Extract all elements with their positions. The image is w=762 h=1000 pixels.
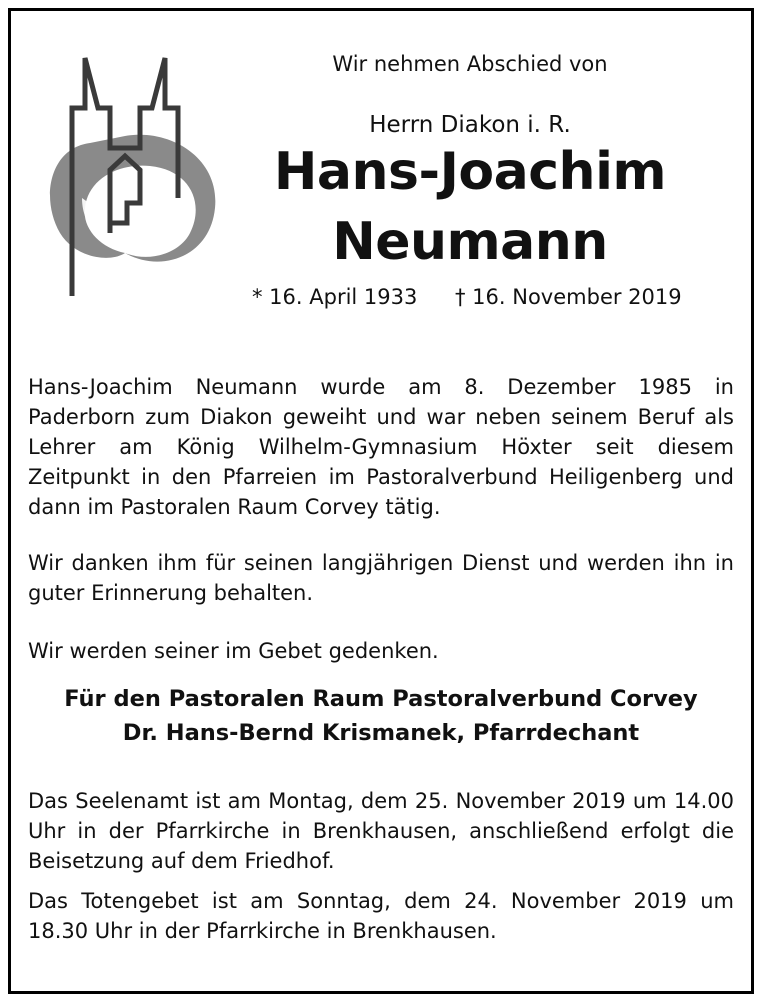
deceased-first-name: Hans-Joachim [273, 142, 667, 202]
signature-person: Dr. Hans-Bernd Krismanek, Pfarrdechant [122, 720, 640, 746]
deceased-last-name: Neumann [332, 212, 608, 272]
honorific-title: Herrn Diakon i. R. [369, 112, 571, 138]
church-towers-logo-icon [30, 48, 220, 298]
requiem-info: Das Seelenamt ist am Montag, dem 25. November 2019 um 14.00 Uhr in der Pfarrkirche in Brenkhausen, anschließend erfolgt die Beisetzung auf dem Friedhof. [28, 789, 734, 873]
thanks-paragraph: Wir danken ihm für seinen langjährigen Dienst und werden ihn in guter Erinnerung behalten. [28, 551, 734, 605]
signature-organization: Für den Pastoralen Raum Pastoralverbund Corvey [64, 686, 698, 712]
farewell-intro: Wir nehmen Abschied von [332, 52, 608, 76]
death-date: † 16. November 2019 [455, 285, 682, 309]
biography-paragraph: Hans-Joachim Neumann wurde am 8. Dezember 1985 in Paderborn zum Diakon geweiht und war neben seinem Beruf als Lehrer am König Wilhelm-Gymnasium Höxter seit diesem Zeitpunkt in den Pfarreien im Pastoralverbund Heiligenberg und dann im Pastoralen Raum Corvey tätig. [28, 375, 734, 519]
birth-date: * 16. April 1933 [252, 285, 418, 309]
prayer-remembrance-paragraph: Wir werden seiner im Gebet gedenken. [28, 639, 439, 663]
prayer-service-info: Das Totengebet ist am Sonntag, dem 24. November 2019 um 18.30 Uhr in der Pfarrkirche in Brenkhausen. [28, 889, 734, 943]
